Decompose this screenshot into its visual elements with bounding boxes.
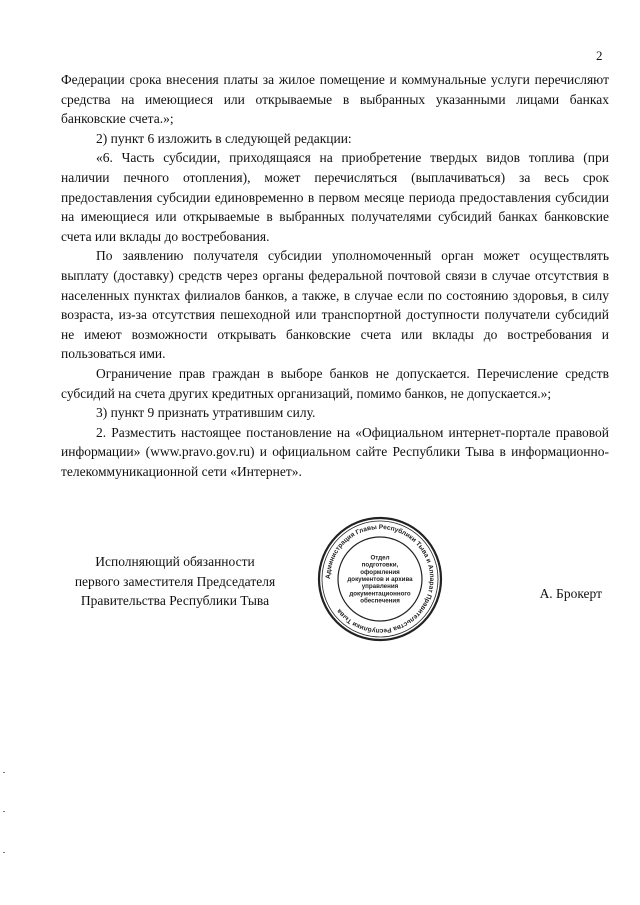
- stamp-seal-icon: [315, 514, 445, 644]
- signature-block: [60, 523, 610, 678]
- paragraph: «6. Часть субсидии, приходящаяся на приобретение твердых видов топлива (при наличии печного отопления), может перечисляться (выплачиваться) за весь срок предоставления субсидии единовременно в первом месяце периода предоставления субсидии на имеющиеся или открываемые в выбранных получателями субсидий банках банковские счета или вклады до востребования.: [61, 150, 609, 244]
- paragraph: Федерации срока внесения платы за жилое помещение и коммунальные услуги перечисляют средства на имеющиеся или открываемые в выбранных указанными лицами банках банковские счета.»;: [61, 72, 609, 127]
- signer-name: А. Брокерт: [539, 586, 602, 601]
- paragraph: По заявлению получателя субсидии уполномоченный орган может осуществлять выплату (доставку) средств через органы федеральной почтовой связи в случае отсутствия в населенных пунктах филиалов банков, а также, в случае если по состоянию здоровья, в силу возраста, из-за отсутствия пешеходной или транспортной доступности получатели субсидий не имеют возможности открывать банковские счета или вклады до востребования и пользоваться ими.: [61, 248, 609, 362]
- stamp-ring-text: Администрация Главы Республики Тыва и Аппарат Правительства Республики Тыва: [324, 523, 436, 635]
- stamp-center-line: документов и архива: [347, 576, 413, 583]
- scan-edge-mark: [3, 811, 5, 812]
- stamp-center-line: управления: [361, 583, 399, 591]
- scan-edge-mark: [3, 852, 5, 853]
- official-stamp: [315, 514, 445, 644]
- stamp-center-line: обеспечения: [360, 597, 400, 605]
- paragraph: 2) пункт 6 изложить в следующей редакции:: [96, 130, 352, 146]
- stamp-center-line: подготовки,: [361, 561, 399, 569]
- signer-title: [70, 552, 280, 611]
- paragraph: 3) пункт 9 признать утратившим силу.: [96, 405, 316, 421]
- stamp-center-line: документационного: [349, 590, 411, 598]
- document-body: [61, 70, 609, 481]
- stamp-center-line: Отдел: [370, 554, 390, 562]
- signer-title-line: первого заместителя Председателя: [74, 573, 276, 589]
- paragraph: 2. Разместить настоящее постановление на «Официальном интернет-портале правовой информации» (www.pravo.gov.ru) и официальном сайте Республики Тыва в информационно-телекоммуникационной сети «Интернет».: [61, 424, 609, 479]
- signer-title-line: Исполняющий обязанности: [95, 554, 255, 569]
- stamp-center-line: оформления: [360, 568, 400, 576]
- signer-title-line: Правительства Республики Тыва: [80, 593, 270, 608]
- page-number: 2: [596, 48, 603, 63]
- paragraph: Ограничение прав граждан в выборе банков не допускается. Перечисление средств субсидий на счета других кредитных организаций, помимо банков, не допускается.»;: [61, 365, 609, 401]
- scan-edge-mark: [3, 772, 5, 773]
